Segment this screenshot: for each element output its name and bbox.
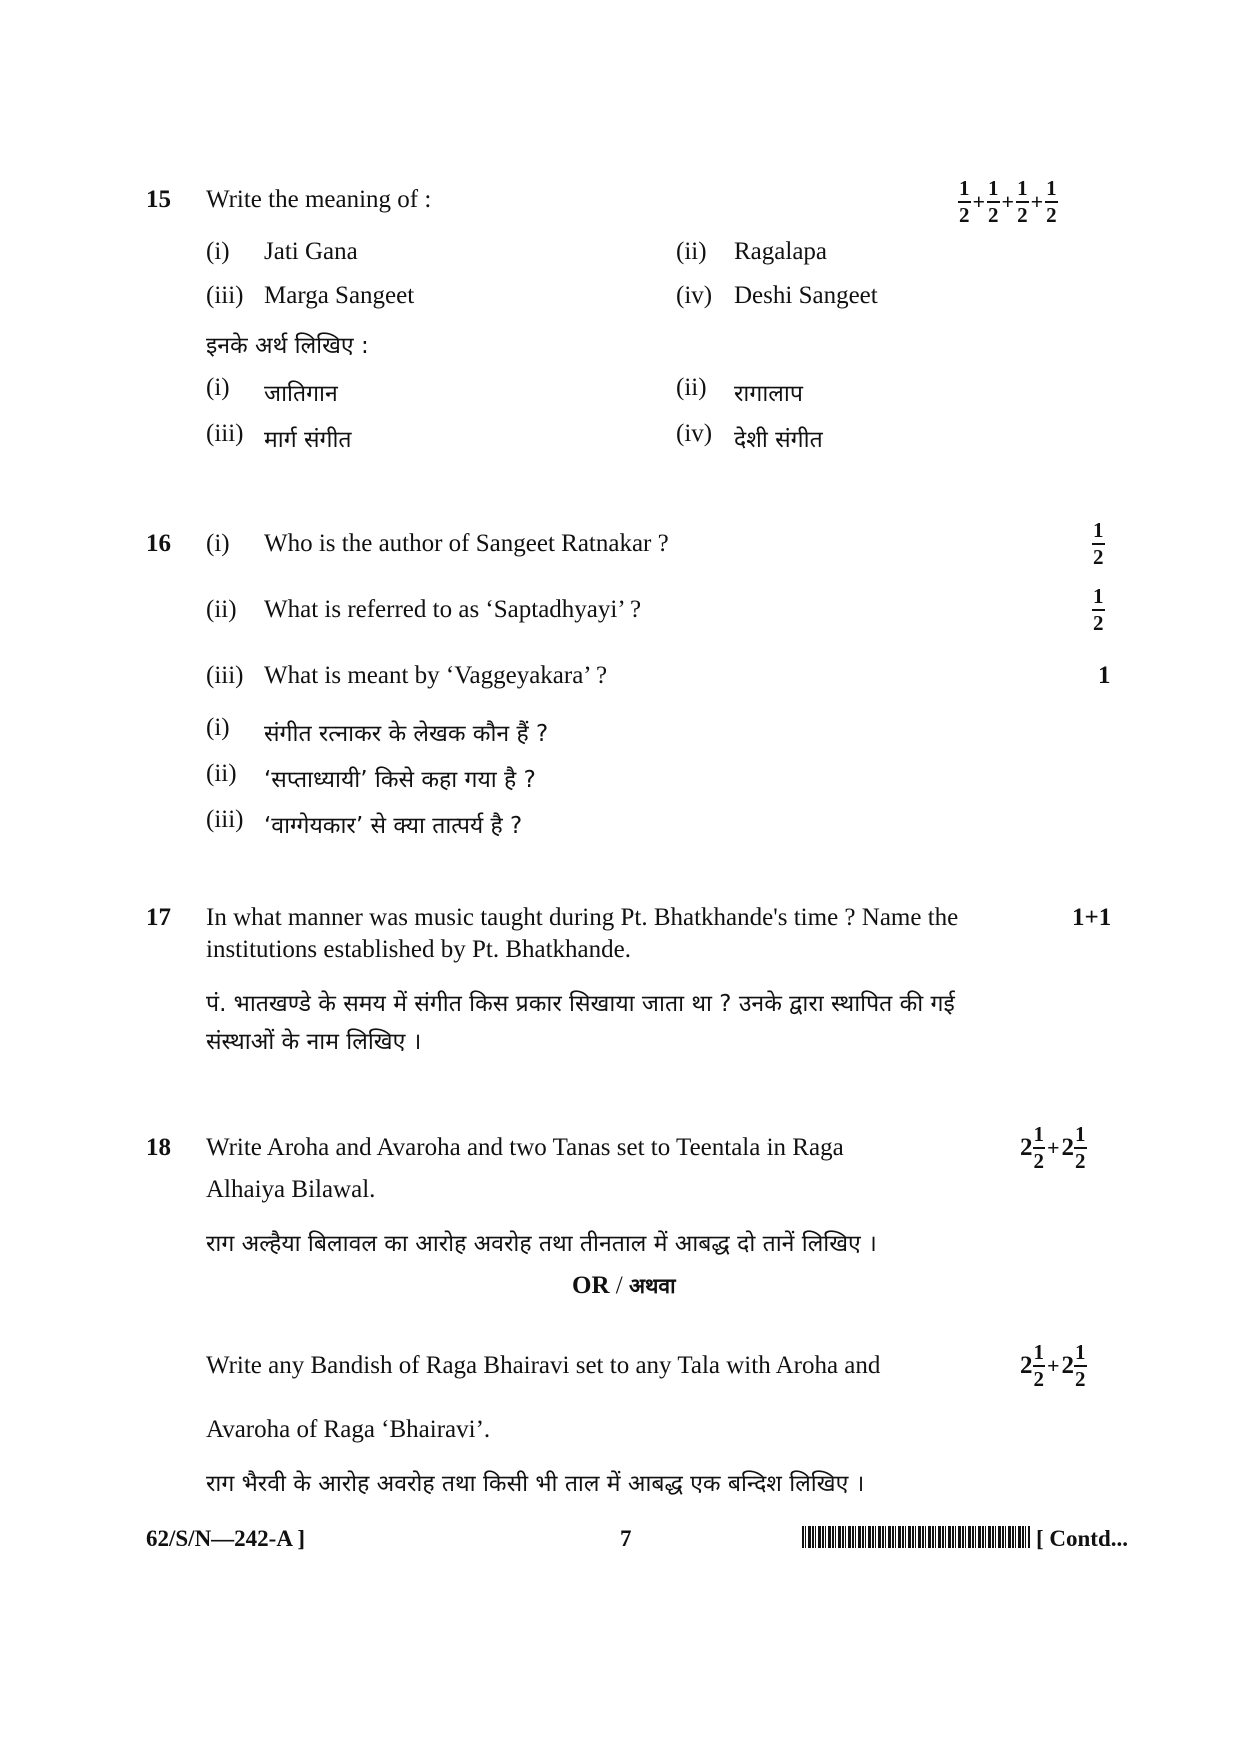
q15-option-label: (iii) bbox=[206, 420, 244, 447]
q16-part-label: (ii) bbox=[206, 596, 237, 623]
q16-part-label: (ii) bbox=[206, 760, 237, 787]
question-18-alt-text-line: Write any Bandish of Raga Bhairavi set to any Tala with Aroha and bbox=[206, 1352, 881, 1379]
paper-code: 62/S/N—242-A ] bbox=[146, 1526, 306, 1551]
q15-option-label: (ii) bbox=[676, 374, 707, 401]
q15-option-text: Ragalapa bbox=[734, 238, 828, 265]
q16-part-marks: 1 bbox=[1098, 662, 1111, 689]
question-15-text: Write the meaning of : bbox=[206, 186, 432, 213]
q15-option-label: (i) bbox=[206, 374, 230, 401]
q15-option-text: Deshi Sangeet bbox=[734, 282, 878, 309]
q16-part-label: (i) bbox=[206, 530, 230, 557]
question-18-text-line: Alhaiya Bilawal. bbox=[206, 1176, 376, 1203]
question-16-number: 16 bbox=[146, 530, 171, 557]
question-15-marks: $\frac{1}{2}$ + $\frac{1}{2}$ + $\frac{1}{2}$ + $\frac{1}{2}$ bbox=[959, 176, 1057, 227]
q15-option-label: (iii) bbox=[206, 282, 244, 309]
q15-option-text-hindi: मार्ग संगीत bbox=[264, 427, 352, 453]
question-17-number: 17 bbox=[146, 904, 171, 931]
question-18-marks: 2 $\frac{1}{2}$ +2 $\frac{1}{2}$ bbox=[1020, 1122, 1086, 1173]
q16-part-text: What is meant by ‘Vaggeyakara’ ? bbox=[264, 662, 608, 689]
barcode-graphic bbox=[802, 1526, 1030, 1548]
page-number: 7 bbox=[620, 1526, 632, 1551]
q16-part-label: (iii) bbox=[206, 806, 244, 833]
marks-fraction: $\frac{1}{2}$ bbox=[1046, 176, 1057, 227]
question-15-number: 15 bbox=[146, 186, 171, 213]
question-18-text-hindi: राग अल्हैया बिलावल का आरोह अवरोह तथा तीनताल में आबद्ध दो तानें लिखिए । bbox=[206, 1231, 877, 1257]
q16-part-text: What is referred to as ‘Saptadhyayi’ ? bbox=[264, 596, 642, 623]
q16-part-marks: $\frac{1}{2}$ bbox=[1093, 584, 1104, 635]
continued-note: [ Contd... bbox=[1036, 1526, 1129, 1551]
q15-option-text-hindi: देशी संगीत bbox=[734, 427, 823, 453]
q15-option-label: (i) bbox=[206, 238, 230, 265]
question-18-alt-text-line: Avaroha of Raga ‘Bhairavi’. bbox=[206, 1416, 491, 1443]
q16-part-marks: $\frac{1}{2}$ bbox=[1093, 518, 1104, 569]
marks-fraction: $\frac{1}{2}$ bbox=[1017, 176, 1028, 227]
marks-fraction: $\frac{1}{2}$ bbox=[959, 176, 970, 227]
or-separator: OR / अथवा bbox=[572, 1272, 676, 1299]
marks-fraction: $\frac{1}{2}$ bbox=[988, 176, 999, 227]
question-17-marks: 1+1 bbox=[1072, 904, 1112, 931]
question-18-alt-text-hindi: राग भैरवी के आरोह अवरोह तथा किसी भी ताल में आबद्ध एक बन्दिश लिखिए । bbox=[206, 1471, 865, 1497]
q15-option-label: (iv) bbox=[676, 282, 713, 309]
q15-option-label: (ii) bbox=[676, 238, 707, 265]
q15-option-text: Marga Sangeet bbox=[264, 282, 415, 309]
q16-part-text-hindi: ‘वाग्गेयकार’ से क्या तात्पर्य है ? bbox=[264, 813, 523, 839]
q16-part-text: Who is the author of Sangeet Ratnakar ? bbox=[264, 530, 669, 557]
question-17-text-line: In what manner was music taught during Pt. Bhatkhande's time ? Name the bbox=[206, 904, 959, 931]
q16-part-label: (iii) bbox=[206, 662, 244, 689]
q15-option-label: (iv) bbox=[676, 420, 713, 447]
question-18-text-line: Write Aroha and Avaroha and two Tanas set to Teentala in Raga bbox=[206, 1134, 844, 1161]
question-17-text-hindi-line: संस्थाओं के नाम लिखिए । bbox=[206, 1029, 422, 1055]
q15-option-text-hindi: रागालाप bbox=[734, 381, 803, 407]
q16-part-label: (i) bbox=[206, 714, 230, 741]
question-17-text-line: institutions established by Pt. Bhatkhande. bbox=[206, 936, 631, 963]
q16-part-text-hindi: ‘सप्ताध्यायी’ किसे कहा गया है ? bbox=[264, 767, 536, 793]
question-18-number: 18 bbox=[146, 1134, 171, 1161]
q16-part-text-hindi: संगीत रत्नाकर के लेखक कौन हैं ? bbox=[264, 721, 549, 747]
q15-option-text-hindi: जातिगान bbox=[264, 381, 338, 407]
question-18-alt-marks: 2 $\frac{1}{2}$ +2 $\frac{1}{2}$ bbox=[1020, 1340, 1086, 1391]
question-17-text-hindi-line: पं. भातखण्डे के समय में संगीत किस प्रकार सिखाया जाता था ? उनके द्वारा स्थापित की गई bbox=[206, 991, 955, 1017]
question-15-text-hindi: इनके अर्थ लिखिए : bbox=[206, 333, 369, 359]
q15-option-text: Jati Gana bbox=[264, 238, 358, 265]
